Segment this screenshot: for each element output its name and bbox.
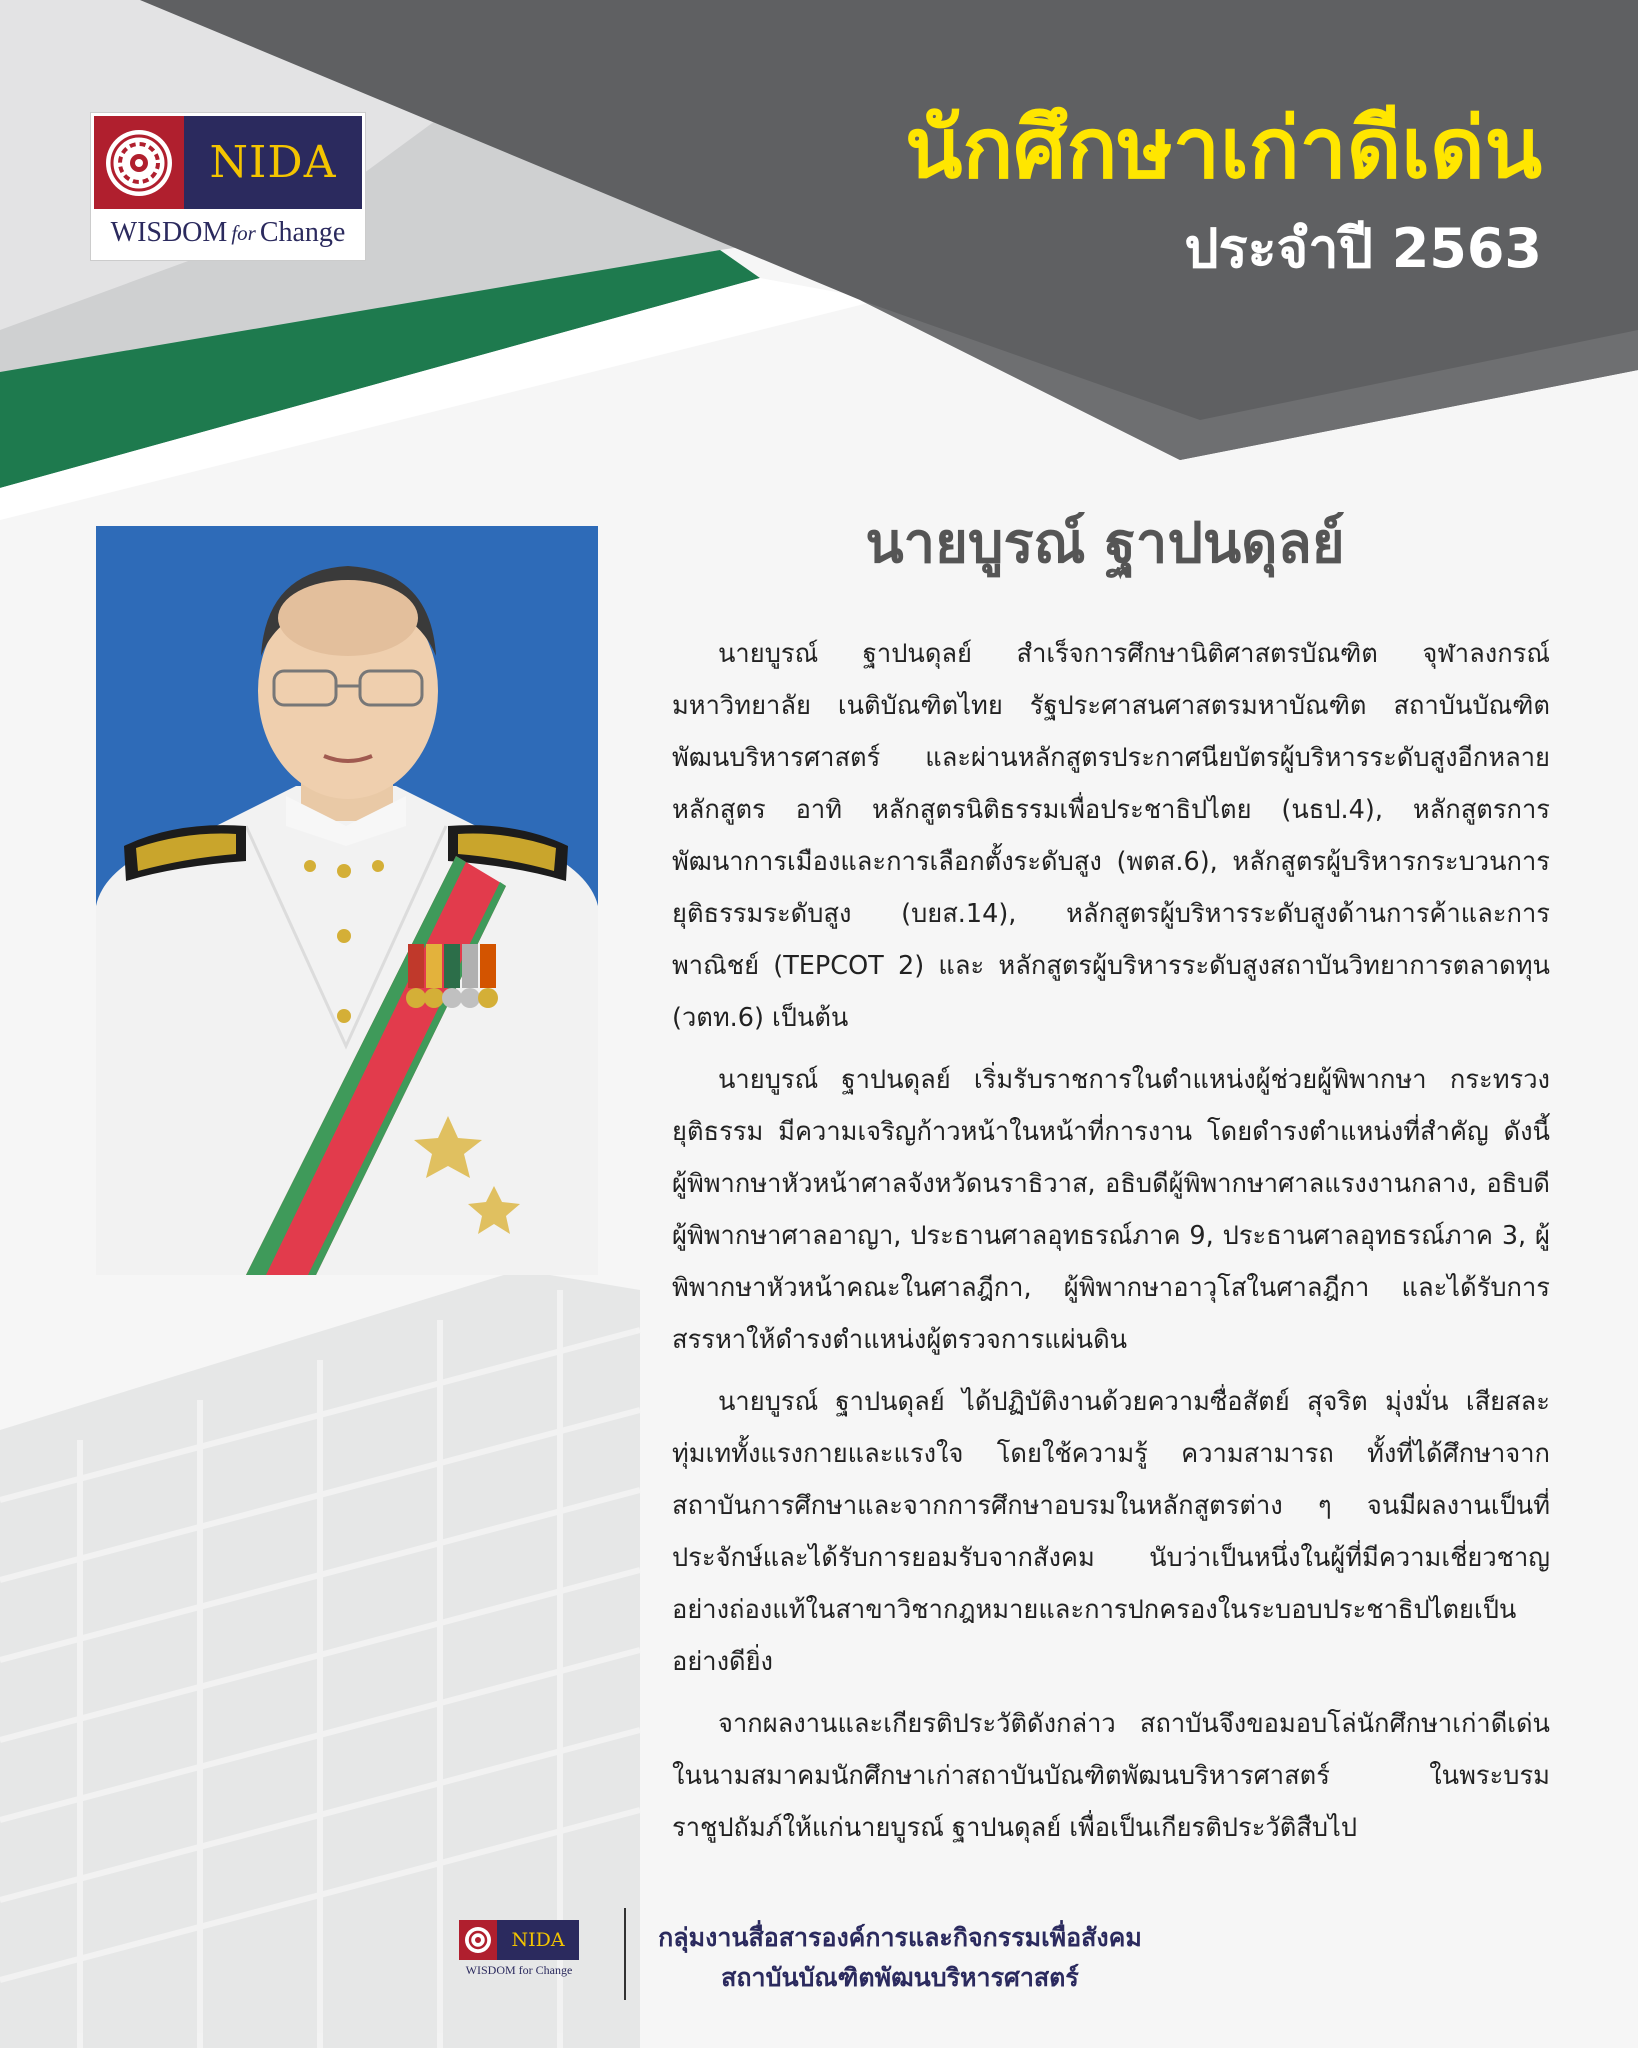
logo-tagline-word: for (231, 220, 256, 245)
footer-logo-tagline: WISDOM for Change (465, 1963, 573, 1977)
footer-line-1: กลุ่มงานสื่อสารองค์การและกิจกรรมเพื่อสังคม (658, 1923, 1142, 1952)
nida-logo (91, 113, 365, 260)
footer-divider (624, 1908, 626, 2000)
profile-bio (672, 628, 1550, 1864)
logo-tagline-word: Change (259, 217, 346, 248)
footer-emblem-icon (459, 1920, 497, 1960)
footer-organization (640, 1918, 1160, 1998)
logo-brand: NIDA (184, 116, 362, 209)
bio-paragraph: นายบูรณ์ ฐาปนดุลย์ สำเร็จการศึกษานิติศาสตรบัณฑิต จุฬาลงกรณ์มหาวิทยาลัย เนติบัณฑิตไทย รัฐประศาสนศาสตรมหาบัณฑิต สถาบันบัณฑิตพัฒนบริหารศาสตร์ และผ่านหลักสูตรประกาศนียบัตรผู้บริหารระดับสูงอีกหลายหลักสูตร อาทิ หลักสูตรนิติธรรมเพื่อประชาธิปไตย (นธป.4), หลักสูตรการพัฒนาการเมืองและการเลือกตั้งระดับสูง (พตส.6), หลักสูตรผู้บริหารกระบวนการยุติธรรมระดับสูง (บยส.14), หลักสูตรผู้บริหารระดับสูงด้านการค้าและการพาณิชย์ (TEPCOT 2) และ หลักสูตรผู้บริหารระดับสูงสถาบันวิทยาการตลาดทุน (วตท.6) เป็นต้น (672, 639, 1550, 1033)
page-title: นักศึกษาเก่าดีเด่น (905, 99, 1542, 197)
portrait-photo (96, 526, 598, 1275)
logo-tagline-word: WISDOM (110, 217, 228, 248)
bio-paragraph: นายบูรณ์ ฐาปนดุลย์ ได้ปฏิบัติงานด้วยความซื่อสัตย์ สุจริต มุ่งมั่น เสียสละทุ่มเททั้งแรงกายและแรงใจ โดยใช้ความรู้ ความสามารถ ทั้งที่ได้ศึกษาจากสถาบันการศึกษาและจากการศึกษาอบรมในหลักสูตรต่าง ๆ จนมีผลงานเป็นที่ประจักษ์และได้รับการยอมรับจากสังคม นับว่าเป็นหนึ่งในผู้ที่มีความเชี่ยวชาญอย่างถ่องแท้ในสาขาวิชากฎหมายและการปกครองในระบอบประชาธิปไตยเป็นอย่างดียิ่ง (672, 1387, 1550, 1677)
bio-paragraph: จากผลงานและเกียรติประวัติดังกล่าว สถาบันจึงขอมอบโล่นักศึกษาเก่าดีเด่น ในนามสมาคมนักศึกษาเก่าสถาบันบัณฑิตพัฒนบริหารศาสตร์ ในพระบรมราชูปถัมภ์ให้แก่นายบูรณ์ ฐาปนดุลย์ เพื่อเป็นเกียรติประวัติสืบไป (672, 1709, 1550, 1843)
footer-line-2: สถาบันบัณฑิตพัฒนบริหารศาสตร์ (721, 1963, 1079, 1992)
page-subtitle: ประจำปี 2563 (1184, 217, 1542, 280)
logo-tagline (94, 209, 362, 257)
nida-emblem-icon (94, 116, 184, 209)
profile-name: นายบูรณ์ ฐาปนดุลย์ (865, 511, 1345, 576)
bio-paragraph: นายบูรณ์ ฐาปนดุลย์ เริ่มรับราชการในตำแหน่งผู้ช่วยผู้พิพากษา กระทรวงยุติธรรม มีความเจริญก้าวหน้าในหน้าที่การงาน โดยดำรงตำแหน่งที่สำคัญ ดังนี้ ผู้พิพากษาหัวหน้าศาลจังหวัดนราธิวาส, อธิบดีผู้พิพากษาศาลแรงงานกลาง, อธิบดีผู้พิพากษาศาลอาญา, ประธานศาลอุทธรณ์ภาค 9, ประธานศาลอุทธรณ์ภาค 3, ผู้พิพากษาหัวหน้าคณะในศาลฎีกา, ผู้พิพากษาอาวุโสในศาลฎีกา และได้รับการสรรหาให้ดำรงตำแหน่งผู้ตรวจการแผ่นดิน (672, 1065, 1550, 1355)
footer-logo-brand: NIDA (497, 1920, 579, 1960)
footer-nida-logo (459, 1920, 579, 1982)
